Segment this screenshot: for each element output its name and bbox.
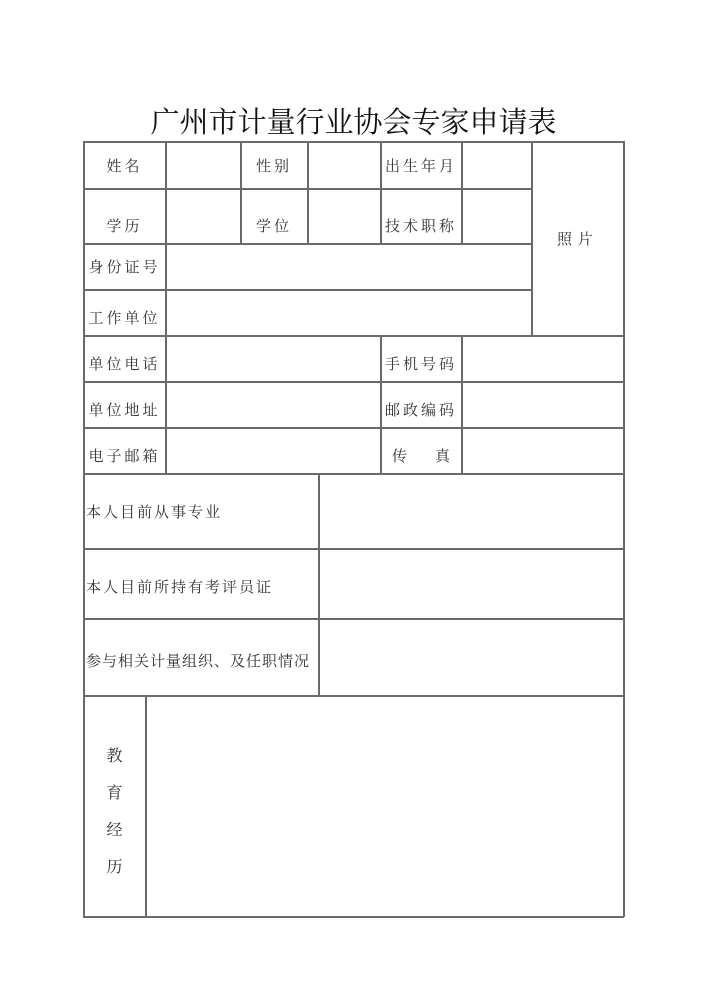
technical-title-field[interactable]	[463, 190, 531, 243]
birth-date-field[interactable]	[463, 143, 531, 188]
postcode-field[interactable]	[463, 383, 623, 427]
degree-field[interactable]	[309, 190, 380, 243]
education-label: 学历	[106, 216, 143, 235]
photo-label: 照片	[556, 230, 599, 248]
mobile-field[interactable]	[463, 337, 623, 381]
mobile-label: 手机号码	[384, 355, 457, 373]
table-border-bottom	[83, 916, 624, 918]
fax-field[interactable]	[463, 429, 623, 473]
education-history-field[interactable]	[147, 697, 623, 916]
education-history-char: 经	[106, 820, 123, 839]
current-specialty-label: 本人目前从事专业	[86, 502, 223, 521]
work-phone-field[interactable]	[167, 337, 380, 381]
email-label: 电子邮箱	[88, 447, 161, 465]
name-field[interactable]	[167, 143, 240, 188]
birth-date-label: 出生年月	[384, 156, 457, 175]
id-number-label: 身份证号	[88, 258, 161, 276]
id-number-field[interactable]	[167, 245, 531, 289]
current-specialty-field[interactable]	[320, 475, 623, 548]
assessor-certificate-label: 本人目前所持有考评员证	[86, 577, 274, 596]
education-history-label	[84, 696, 145, 916]
degree-label: 学位	[255, 216, 292, 235]
organizations-field[interactable]	[320, 620, 623, 695]
table-border-right	[623, 141, 625, 917]
education-history-char: 历	[106, 857, 123, 876]
assessor-certificate-field[interactable]	[320, 550, 623, 618]
fax-label-char: 真	[435, 447, 451, 465]
postcode-label: 邮政编码	[384, 401, 457, 419]
education-history-char: 教	[106, 746, 123, 765]
technical-title-label: 技术职称	[384, 216, 457, 235]
gender-label: 性别	[255, 156, 292, 175]
education-field[interactable]	[167, 190, 240, 243]
form-title: 广州市计量行业协会专家申请表	[150, 105, 557, 139]
gender-field[interactable]	[309, 143, 380, 188]
employer-label: 工作单位	[88, 309, 161, 327]
work-address-field[interactable]	[167, 383, 380, 427]
work-address-label: 单位地址	[88, 401, 161, 419]
fax-label-char: 传	[391, 447, 407, 465]
email-field[interactable]	[167, 429, 380, 473]
work-phone-label: 单位电话	[88, 355, 161, 373]
organizations-label: 参与相关计量组织、及任职情况	[86, 651, 311, 670]
name-label: 姓名	[106, 156, 143, 175]
education-history-char: 育	[106, 783, 123, 802]
employer-field[interactable]	[167, 291, 531, 335]
